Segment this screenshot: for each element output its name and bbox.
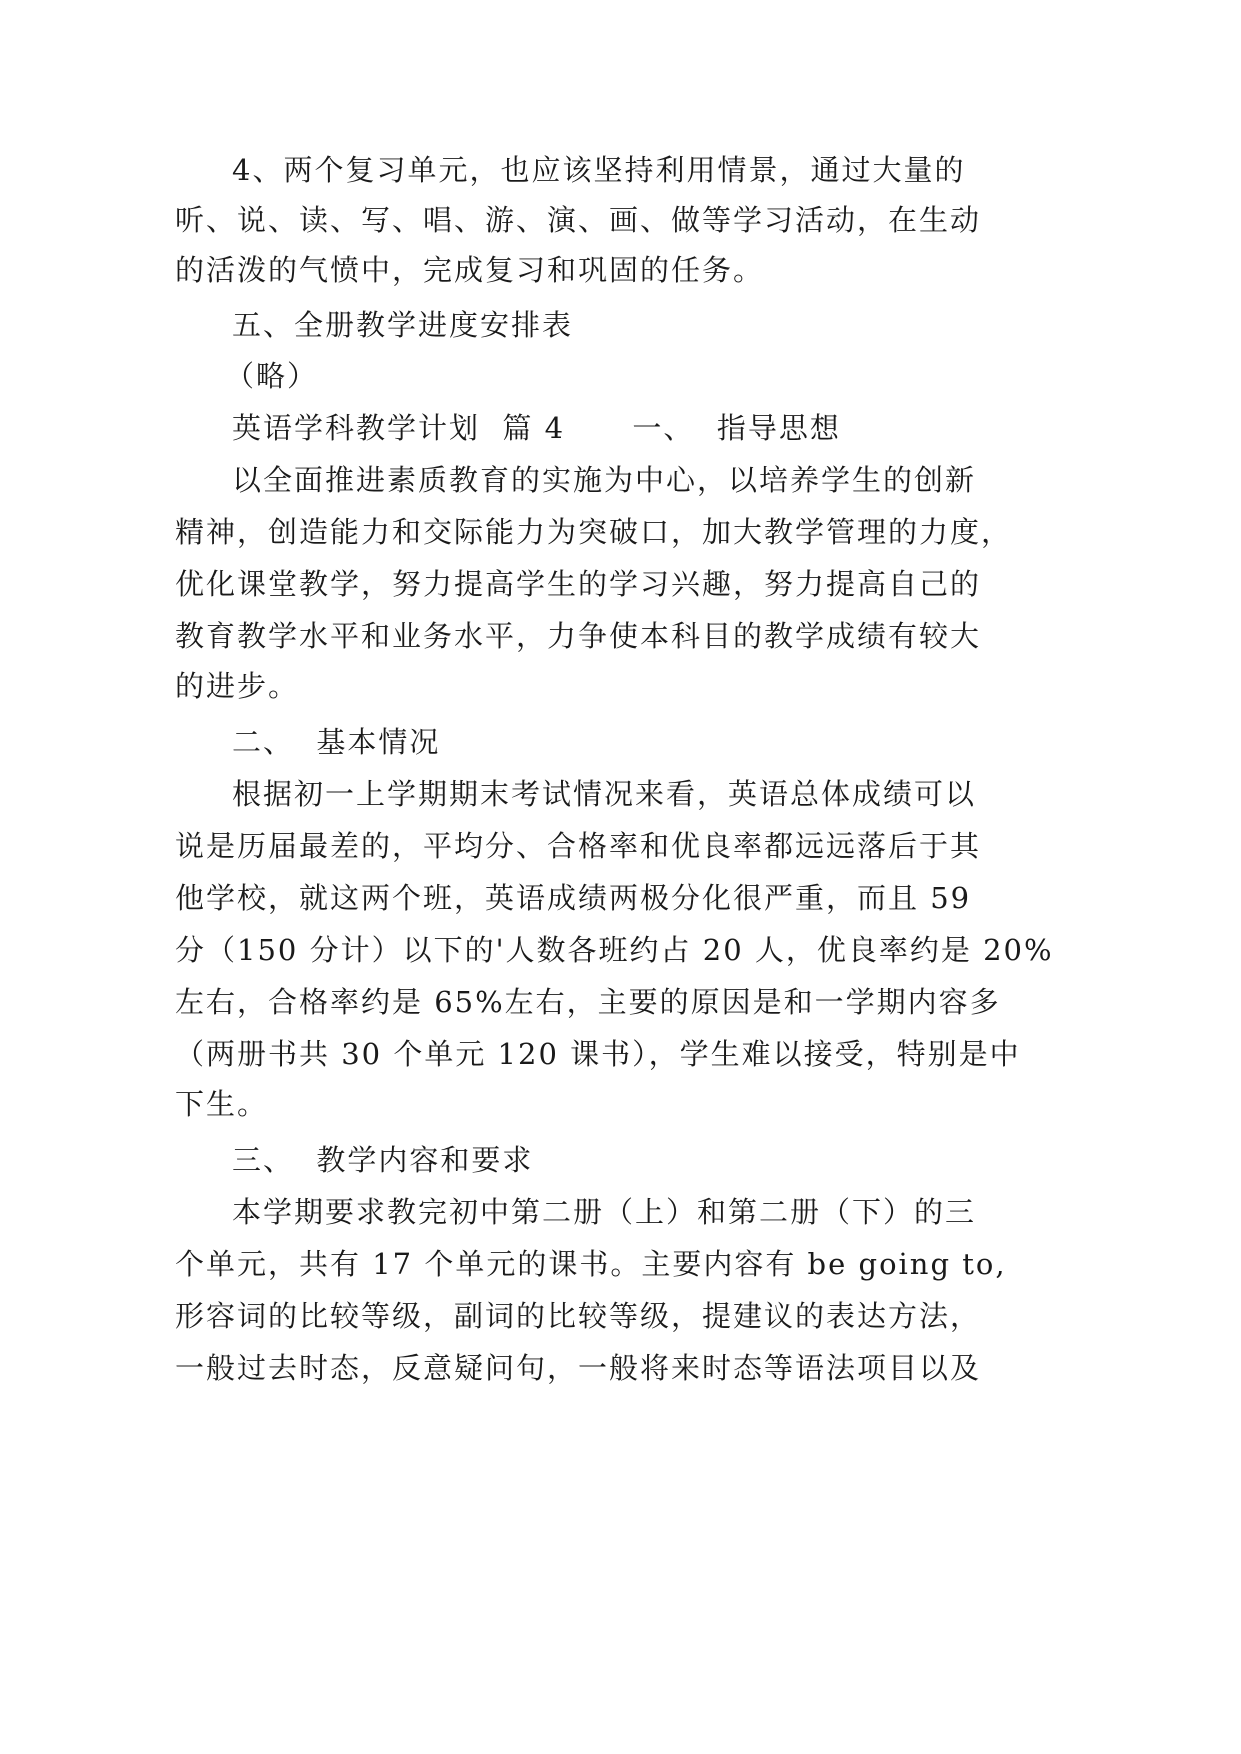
paragraph-line: （两册书共 30 个单元 120 课书），学生难以接受，特别是中 [175, 1037, 1021, 1071]
paragraph-line: 优化课堂教学，努力提高学生的学习兴趣，努力提高自己的 [175, 567, 982, 601]
paragraph-line: 教育教学水平和业务水平，力争使本科目的教学成绩有较大 [175, 619, 982, 653]
paragraph-line: 以全面推进素质教育的实施为中心，以培养学生的创新 [232, 463, 977, 497]
paragraph-line: （略） [225, 359, 319, 393]
paragraph-line: 下生。 [175, 1087, 269, 1121]
paragraph-line: 本学期要求教完初中第二册（上）和第二册（下）的三 [232, 1195, 977, 1229]
section-heading: 五、全册教学进度安排表 [232, 308, 574, 342]
paragraph-line: 个单元，共有 17 个单元的课书。主要内容有 be going to, [175, 1247, 1007, 1281]
paragraph-line: 一般过去时态，反意疑问句，一般将来时态等语法项目以及 [175, 1351, 982, 1385]
section-heading: 三、 教学内容和要求 [232, 1143, 534, 1177]
paragraph-line: 精神，创造能力和交际能力为突破口，加大教学管理的力度， [175, 515, 1013, 549]
paragraph-line: 听、说、读、写、唱、游、演、画、做等学习活动，在生动 [175, 203, 982, 237]
paragraph-line: 他学校，就这两个班，英语成绩两极分化很严重，而且 59 [175, 881, 972, 915]
paragraph-line: 根据初一上学期期末考试情况来看，英语总体成绩可以 [232, 777, 977, 811]
section-heading: 二、 基本情况 [232, 725, 441, 759]
paragraph-line: 4、两个复习单元，也应该坚持利用情景，通过大量的 [232, 153, 966, 187]
paragraph-line: 形容词的比较等级，副词的比较等级，提建议的表达方法， [175, 1299, 982, 1333]
article-heading: 英语学科教学计划 篇 4 一、 指导思想 [232, 411, 841, 445]
paragraph-line: 的进步。 [175, 669, 300, 703]
paragraph-line: 的活泼的气愤中，完成复习和巩固的任务。 [175, 253, 765, 287]
paragraph-line: 分（150 分计）以下的'人数各班约占 20 人，优良率约是 20% [175, 933, 1054, 967]
paragraph-line: 左右，合格率约是 65%左右，主要的原因是和一学期内容多 [175, 985, 1001, 1019]
paragraph-line: 说是历届最差的，平均分、合格率和优良率都远远落后于其 [175, 829, 982, 863]
